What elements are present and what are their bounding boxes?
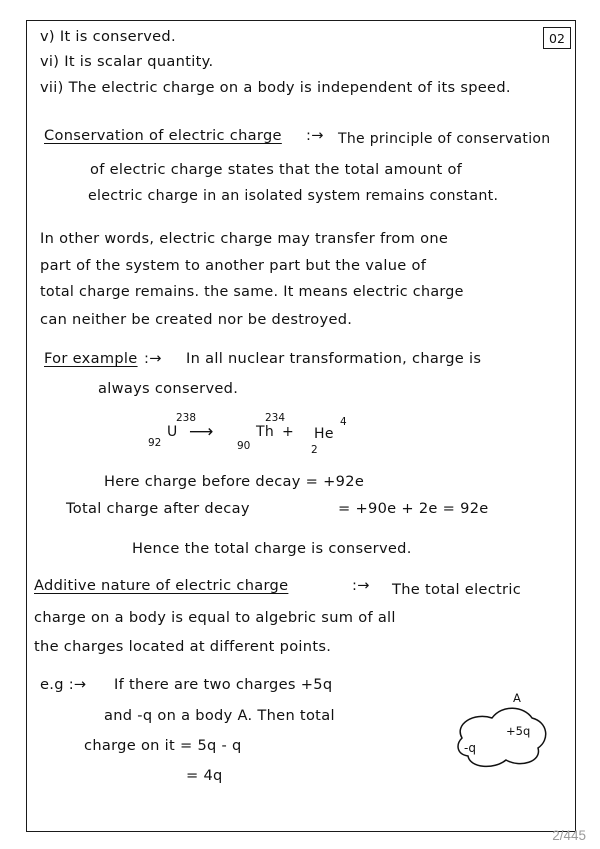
example-arrow: :→	[144, 350, 162, 367]
charge-label-1: +5q	[506, 724, 531, 738]
additive-heading: Additive nature of electric charge	[34, 577, 289, 594]
other-words-line-3: total charge remains. the same. It means electric charge	[40, 284, 464, 300]
conservation-arrow: :→	[306, 127, 324, 144]
additive-line-2: charge on a body is equal to algebric sum of all	[34, 609, 396, 626]
th-mass-number: 234	[265, 412, 286, 424]
charge-label-2: -q	[464, 741, 476, 755]
conservation-heading: Conservation of electric charge	[44, 127, 282, 144]
page-counter: 2/445	[552, 828, 586, 843]
decay-line-2a: Total charge after decay	[66, 500, 250, 517]
body-label-a: A	[513, 691, 521, 705]
property-vi: vi) It is scalar quantity.	[40, 53, 214, 70]
property-v: v) It is conserved.	[40, 28, 176, 45]
plus-sign: +	[282, 424, 295, 440]
other-words-line-4: can neither be created nor be destroyed.	[40, 311, 353, 328]
he-atomic-number: 2	[311, 444, 318, 456]
th-atomic-number: 90	[237, 440, 251, 452]
page-number: 02	[543, 27, 571, 49]
body-outline	[458, 708, 546, 766]
property-vii: vii) The electric charge on a body is independent of its speed.	[40, 79, 511, 96]
example-heading: For example	[44, 350, 138, 367]
example-line-1: In all nuclear transformation, charge is	[186, 350, 482, 367]
th-symbol: Th	[256, 424, 275, 440]
conservation-line-3: electric charge in an isolated system remains constant.	[88, 188, 499, 204]
decay-conclusion: Hence the total charge is conserved.	[132, 540, 412, 557]
example-line-2: always conserved.	[98, 380, 239, 397]
eg-line-1: If there are two charges +5q	[114, 676, 333, 693]
u-atomic-number: 92	[148, 437, 162, 449]
additive-arrow: :→	[352, 577, 370, 594]
decay-line-2b: = +90e + 2e = 92e	[338, 500, 489, 517]
decay-line-1: Here charge before decay = +92e	[104, 473, 365, 490]
eg-label: e.g :→	[40, 676, 87, 693]
additive-line-3: the charges located at different points.	[34, 638, 332, 655]
charged-body-diagram	[446, 696, 556, 776]
eg-line-4: = 4q	[186, 767, 223, 784]
eg-line-3: charge on it = 5q - q	[84, 737, 242, 754]
eg-line-2: and -q on a body A. Then total	[104, 707, 335, 724]
additive-line-1: The total electric	[392, 581, 522, 598]
u-symbol: U	[167, 424, 178, 440]
conservation-line-1: The principle of conservation	[338, 131, 551, 147]
reaction-arrow: ⟶	[189, 422, 214, 442]
other-words-line-2: part of the system to another part but the value of	[40, 257, 427, 274]
conservation-line-2: of electric charge states that the total amount of	[90, 161, 463, 178]
he-symbol: He	[314, 426, 334, 442]
other-words-line-1: In other words, electric charge may transfer from one	[40, 230, 449, 247]
u-mass-number: 238	[176, 412, 197, 424]
he-mass-number: 4	[340, 416, 347, 428]
